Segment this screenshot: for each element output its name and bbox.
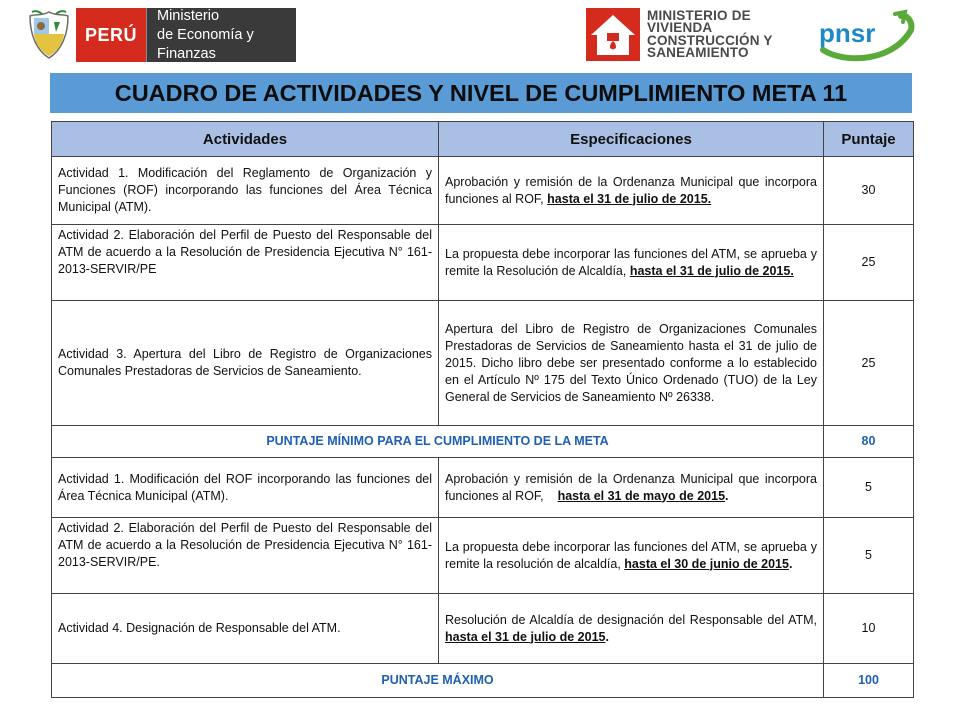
activities-table	[51, 121, 914, 698]
peru-mef-logo	[22, 8, 296, 62]
spec-cell	[439, 458, 824, 518]
score-cell: 25	[824, 301, 914, 426]
coat-of-arms-icon	[22, 8, 76, 62]
ministry-name	[146, 8, 296, 62]
score-cell: 25	[824, 225, 914, 301]
spec-deadline: hasta el 31 de mayo de 2015	[557, 488, 726, 503]
activity-cell: Actividad 3. Apertura del Libro de Registro de Organizaciones Comunales Prestadoras de Servicios de Saneamiento.	[52, 301, 439, 426]
title-bar	[50, 73, 912, 113]
peru-label: PERÚ	[76, 8, 146, 62]
score-cell: 5	[824, 458, 914, 518]
score-cell: 5	[824, 518, 914, 594]
spec-cell	[439, 594, 824, 664]
table-row	[52, 225, 914, 301]
total-row	[52, 664, 914, 698]
ministry-line-2: de Economía y Finanzas	[157, 26, 254, 62]
vivienda-logo	[585, 7, 805, 62]
spec-tail: .	[725, 488, 729, 503]
header-actividades: Actividades	[52, 122, 439, 157]
spec-text: La propuesta debe incorporar las funciones del ATM, se aprueba y remite la Resolución de Alcaldía,	[445, 246, 817, 278]
activity-cell: Actividad 1. Modificación del Reglamento de Organización y Funciones (ROF) incorporando las funciones del Área Técnica Municipal (ATM).	[52, 157, 439, 225]
table-header-row	[52, 122, 914, 157]
activity-cell: Actividad 2. Elaboración del Perfil de Puesto del Responsable del ATM de acuerdo a la Resolución de Presidencia Ejecutiva N° 161-2013-SERVIR/PE.	[52, 518, 439, 594]
table-row	[52, 157, 914, 225]
pnsr-text: pnsr	[819, 18, 876, 48]
spec-tail: .	[605, 629, 609, 644]
vivienda-text	[647, 7, 773, 60]
table-row	[52, 458, 914, 518]
activity-cell: Actividad 1. Modificación del ROF incorporando las funciones del Área Técnica Municipal (ATM).	[52, 458, 439, 518]
table-row	[52, 594, 914, 664]
subtotal-row	[52, 426, 914, 458]
spec-cell	[439, 157, 824, 225]
vivienda-line-4: SANEAMIENTO	[647, 45, 749, 60]
spec-text: La propuesta debe incorporar las funciones del ATM, se aprueba y remite la resolución de alcaldía,	[445, 539, 817, 571]
header-especificaciones: Especificaciones	[439, 122, 824, 157]
activity-cell: Actividad 4. Designación de Responsable del ATM.	[52, 594, 439, 664]
spec-deadline: hasta el 31 de julio de 2015.	[547, 191, 712, 206]
table-row	[52, 301, 914, 426]
spec-deadline: hasta el 30 de junio de 2015	[624, 556, 789, 571]
spec-cell	[439, 518, 824, 594]
ministry-line-1: Ministerio	[157, 7, 220, 24]
spec-text: Aprobación y remisión de la Ordenanza Municipal que incorpora funciones al ROF,	[445, 471, 817, 503]
spec-deadline: hasta el 31 de julio de 2015.	[629, 263, 794, 278]
spec-tail: .	[788, 556, 793, 571]
header-puntaje: Puntaje	[824, 122, 914, 157]
spec-cell: Apertura del Libro de Registro de Organizaciones Comunales Prestadoras de Servicios de Saneamiento hasta el 31 de julio de 2015. Dicho libro debe ser presentado conforme a lo establecido en el Artículo Nº 175 del Texto Único Ordenado (TUO) de la Ley General de Servicios de Saneamiento Nº 26338.	[439, 301, 824, 426]
vivienda-line-3: CONSTRUCCIÓN Y	[647, 32, 773, 48]
vivienda-line-2: VIVIENDA	[647, 20, 713, 35]
total-label: PUNTAJE MÁXIMO	[52, 664, 824, 698]
score-cell: 10	[824, 594, 914, 664]
subtotal-value: 80	[824, 426, 914, 458]
spec-deadline: hasta el 31 de julio de 2015	[445, 629, 606, 644]
spec-text: Resolución de Alcaldía de designación del Responsable del ATM,	[445, 612, 817, 627]
total-value: 100	[824, 664, 914, 698]
spec-text: Aprobación y remisión de la Ordenanza Municipal que incorpora funciones al ROF,	[445, 174, 817, 206]
pnsr-logo	[815, 8, 920, 62]
score-cell: 30	[824, 157, 914, 225]
house-icon	[585, 7, 641, 62]
page-title: CUADRO DE ACTIVIDADES Y NIVEL DE CUMPLIMIENTO META 11	[114, 79, 848, 106]
activity-cell: Actividad 2. Elaboración del Perfil de Puesto del Responsable del ATM de acuerdo a la Resolución de Presidencia Ejecutiva N° 161-2013-SERVIR/PE	[52, 225, 439, 301]
subtotal-label: PUNTAJE MÍNIMO PARA EL CUMPLIMIENTO DE LA META	[52, 426, 824, 458]
vivienda-line-1: MINISTERIO DE	[647, 7, 751, 23]
spec-cell	[439, 225, 824, 301]
table-row	[52, 518, 914, 594]
